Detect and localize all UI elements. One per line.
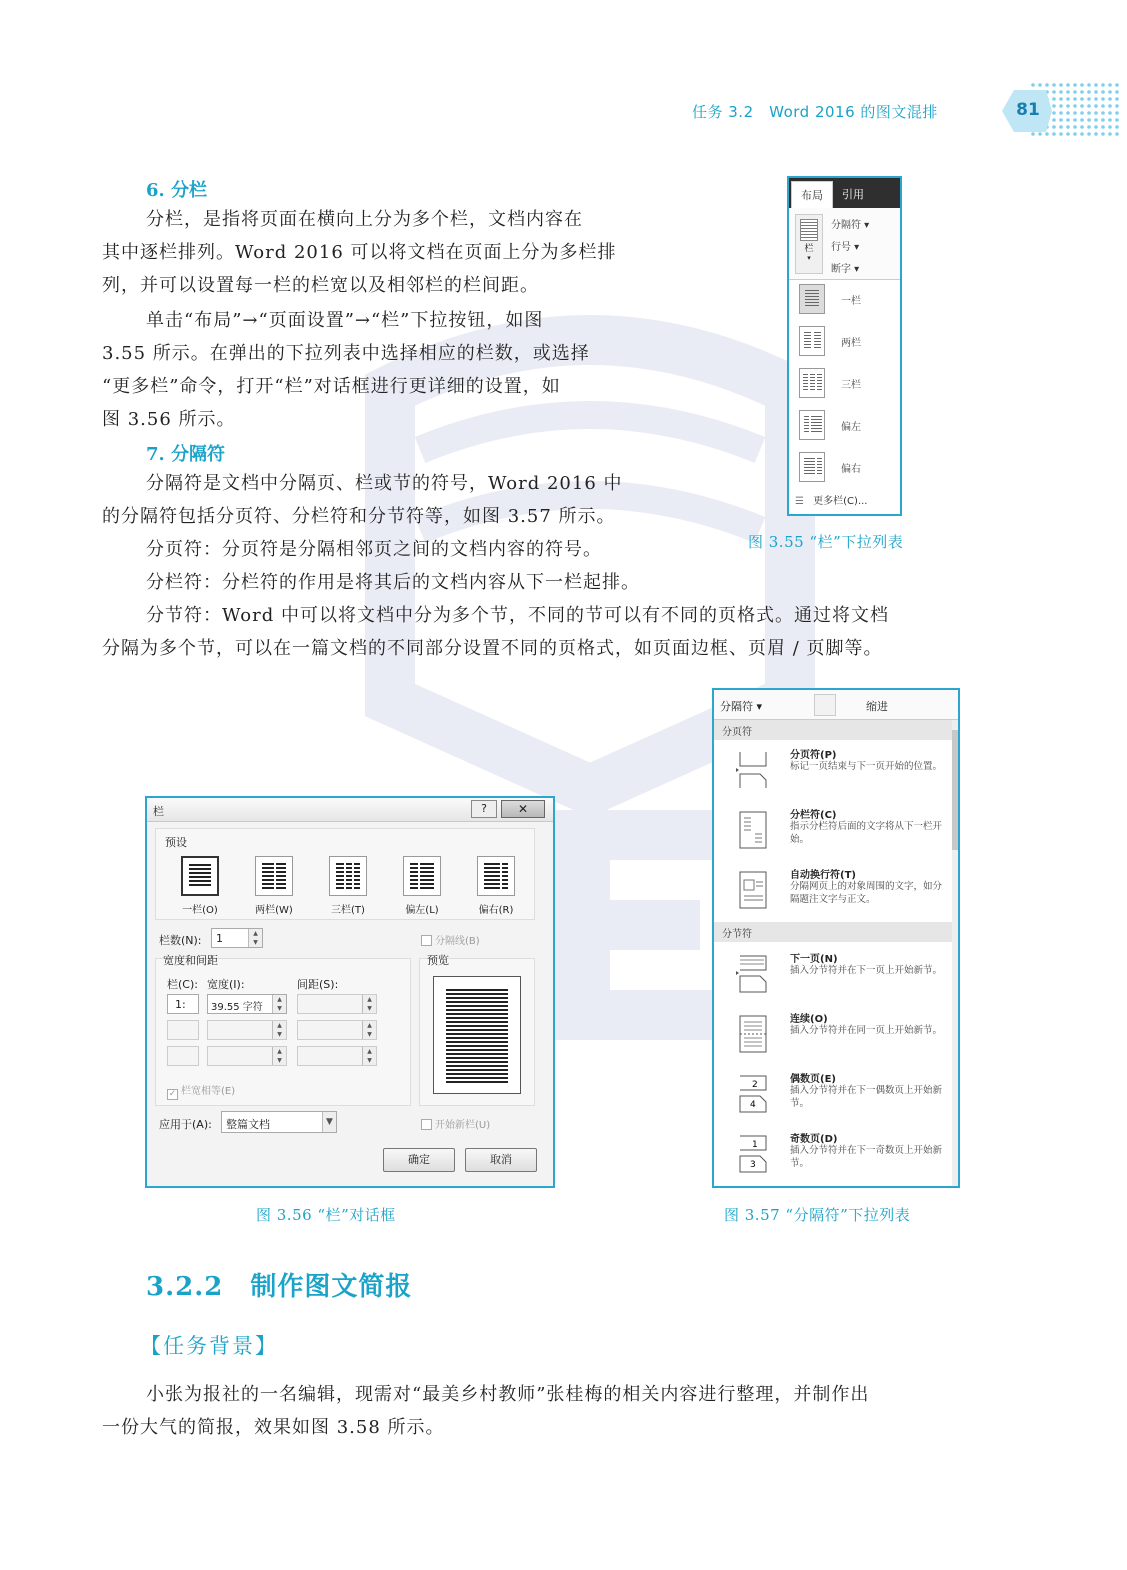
figure-caption: 图 3.57 “分隔符”下拉列表 [724, 1206, 911, 1224]
spacing-header: 间距(S): [297, 978, 339, 991]
width-spacing-label: 宽度和间距 [163, 954, 218, 967]
item-desc: 插入分节符并在下一奇数页上开始新节。 [790, 1145, 943, 1169]
columns-icon [800, 219, 818, 241]
option-left[interactable] [795, 406, 895, 444]
item-name: 下一页(N) [790, 954, 838, 965]
left-column-icon [799, 410, 825, 440]
figure-caption: 图 3.56 “栏”对话框 [256, 1206, 396, 1224]
col-number-3 [167, 1046, 199, 1066]
breaks-dropdown-figure [712, 688, 960, 1188]
item-desc: 插入分节符并在同一页上开始新节。 [790, 1025, 943, 1036]
section-page-breaks: 分页符 [714, 720, 958, 740]
text-wrapping-icon [736, 870, 770, 910]
section-heading-columns: 6. 分栏 [146, 180, 208, 201]
section-heading-breaks: 7. 分隔符 [146, 444, 226, 465]
break-item-page[interactable] [714, 744, 958, 802]
even-icon-digit: 2 [752, 1080, 758, 1090]
odd-icon-digit: 1 [752, 1140, 758, 1150]
width-header: 宽度(I): [207, 978, 245, 991]
two-columns-icon [799, 326, 825, 356]
col-number-value: 1: [175, 998, 186, 1011]
odd-page-icon [736, 1134, 770, 1174]
page-icon [814, 694, 836, 716]
more-columns-icon: ☰ [795, 496, 804, 507]
spacing-input-1[interactable] [297, 994, 377, 1014]
spacing-input-2[interactable] [297, 1020, 377, 1040]
preset-right-label: 偏右(R) [478, 905, 514, 916]
option-label: 两栏 [841, 338, 861, 349]
option-right[interactable] [795, 448, 895, 486]
paragraph-line: 列，并可以设置每一栏的栏宽以及相邻栏的栏间距。 [102, 275, 539, 296]
preset-left-label: 偏左(L) [405, 905, 439, 916]
tab-layout[interactable]: 布局 [791, 181, 833, 208]
more-columns-label: 更多栏(C)... [813, 496, 868, 507]
preset-three-columns[interactable] [329, 856, 367, 896]
new-column-label: 开始新栏(U) [435, 1120, 491, 1131]
columns-dialog [145, 796, 555, 1188]
running-header: 任务 3.2 Word 2016 的图文混排 [692, 103, 938, 121]
stepper-arrows-icon[interactable]: ▲ ▼ [272, 995, 286, 1013]
tab-references[interactable]: 引用 [842, 188, 864, 201]
paragraph-line: “更多栏”命令，打开“栏”对话框进行更详细的设置，如 [102, 376, 561, 397]
item-name: 分栏符(C) [790, 810, 837, 821]
ok-button[interactable]: 确定 [383, 1148, 455, 1172]
paragraph-line: 一份大气的简报，效果如图 3.58 所示。 [102, 1417, 445, 1438]
chevron-down-icon[interactable]: ▼ [322, 1112, 336, 1132]
break-item-column[interactable] [714, 804, 958, 862]
scrollbar[interactable] [952, 720, 958, 1186]
item-desc: 插入分节符并在下一页上开始新节。 [790, 965, 943, 976]
task-background-heading: 【任务背景】 [140, 1334, 278, 1358]
paragraph-column-break: 分栏符：分栏符的作用是将其后的文档内容从下一栏起排。 [146, 572, 640, 593]
item-desc: 指示分栏符后面的文字将从下一栏开始。 [790, 821, 943, 845]
col-number-1 [167, 994, 199, 1014]
option-label: 偏左 [841, 422, 861, 433]
line-numbers-button[interactable]: 行号 ▾ [831, 242, 860, 253]
width-value: 39.55 字符 [211, 1002, 263, 1013]
num-columns-label: 栏数(N): [159, 934, 202, 947]
breaks-button[interactable]: 分隔符 ▾ [720, 700, 763, 713]
item-name: 奇数页(D) [790, 1134, 838, 1145]
columns-button-label: 栏 [804, 244, 814, 254]
apply-to-value: 整篇文档 [226, 1118, 270, 1131]
close-button[interactable]: ✕ [501, 800, 545, 818]
paragraph-line: 其中逐栏排列。Word 2016 可以将文档在页面上分为多栏排 [102, 242, 617, 263]
column-break-icon [736, 810, 770, 850]
preset-one-column[interactable] [181, 856, 219, 896]
stepper-arrows-icon[interactable]: ▲ ▼ [362, 1047, 376, 1065]
columns-dropdown-figure [787, 176, 902, 516]
paragraph-section-break: 分节符：Word 中可以将文档中分为多个节，不同的节可以有不同的页格式。通过将文档 [146, 605, 889, 626]
item-name: 自动换行符(T) [790, 870, 856, 881]
preview-label: 预览 [427, 954, 449, 967]
option-label: 三栏 [841, 380, 861, 391]
equal-width-checkbox[interactable]: ✓ 栏宽相等(E) [168, 1086, 236, 1099]
width-input-1[interactable] [207, 994, 287, 1014]
paragraph-line: 分栏，是指将页面在横向上分为多个栏，文档内容在 [146, 209, 583, 230]
dialog-titlebar [147, 798, 553, 822]
indent-label: 缩进 [866, 700, 888, 713]
preset-two-columns[interactable] [255, 856, 293, 896]
break-item-even-page[interactable] [714, 1068, 958, 1126]
section-heading-322: 3.2.2 制作图文简报 [146, 1272, 413, 1302]
num-columns-value: 1 [216, 932, 223, 945]
stepper-arrows-icon[interactable]: ▲ ▼ [362, 995, 376, 1013]
preset-left[interactable] [403, 856, 441, 896]
item-name: 分页符(P) [790, 750, 837, 761]
option-two-columns[interactable] [795, 322, 895, 360]
break-item-next-page[interactable] [714, 948, 958, 1006]
dialog-title: 栏 [153, 805, 164, 818]
stepper-arrows-icon[interactable]: ▲ ▼ [362, 1021, 376, 1039]
ribbon-tabs [789, 178, 900, 208]
stepper-arrows-icon[interactable]: ▲ ▼ [272, 1021, 286, 1039]
paragraph-line: 的分隔符包括分页符、分栏符和分节符等，如图 3.57 所示。 [102, 506, 616, 527]
paragraph-line: 分隔符是文档中分隔页、栏或节的符号，Word 2016 中 [146, 473, 623, 494]
paragraph-line: 小张为报社的一名编辑，现需对“最美乡村教师”张桂梅的相关内容进行整理，并制作出 [146, 1384, 870, 1405]
apply-to-select[interactable] [221, 1111, 337, 1133]
columns-button[interactable]: 栏 ▾ [795, 214, 823, 274]
section-section-breaks: 分节符 [714, 922, 952, 942]
ribbon-page-setup [789, 208, 900, 280]
page-number: 81 [1016, 100, 1040, 120]
breaks-toolbar [714, 690, 958, 720]
three-columns-icon [799, 368, 825, 398]
figure-caption: 图 3.55 “栏”下拉列表 [748, 533, 904, 551]
stepper-arrows-icon[interactable]: ▲ ▼ [248, 929, 262, 947]
item-desc: 标记一页结束与下一页开始的位置。 [790, 761, 943, 772]
break-item-continuous[interactable] [714, 1008, 958, 1066]
new-column-checkbox[interactable] [421, 1116, 490, 1131]
col-number-2 [167, 1020, 199, 1040]
scrollbar-thumb[interactable] [952, 730, 958, 850]
odd-icon-digit: 3 [750, 1160, 756, 1170]
break-item-text-wrap[interactable] [714, 864, 958, 922]
num-columns-stepper[interactable] [211, 928, 263, 948]
equal-width-label: 栏宽相等(E) [181, 1086, 236, 1097]
stepper-arrows-icon[interactable]: ▲ ▼ [272, 1047, 286, 1065]
preset-label: 预设 [165, 836, 187, 849]
even-icon-digit: 4 [750, 1100, 756, 1110]
apply-to-label: 应用于(A): [159, 1118, 212, 1131]
paragraph-line: 图 3.56 所示。 [102, 409, 236, 430]
width-input-3[interactable] [207, 1046, 287, 1066]
more-columns-item[interactable] [795, 492, 867, 507]
option-label: 偏右 [841, 464, 861, 475]
breaks-button[interactable]: 分隔符 ▾ [831, 220, 870, 231]
divider-label: 分隔线(B) [435, 936, 480, 947]
cancel-button[interactable]: 取消 [465, 1148, 537, 1172]
option-label: 一栏 [841, 296, 861, 307]
item-name: 偶数页(E) [790, 1074, 836, 1085]
right-column-icon [799, 452, 825, 482]
option-one-column[interactable] [795, 280, 895, 318]
break-item-odd-page[interactable] [714, 1128, 958, 1186]
divider-checkbox[interactable] [421, 932, 480, 947]
one-column-icon [799, 284, 825, 314]
paragraph-line: 分隔为多个节，可以在一篇文档的不同部分设置不同的页格式，如页面边框、页眉 / 页脚等。 [102, 638, 883, 659]
spacing-input-3[interactable] [297, 1046, 377, 1066]
preset-right[interactable] [477, 856, 515, 896]
paragraph-page-break: 分页符：分页符是分隔相邻页之间的文档内容的符号。 [146, 539, 602, 560]
option-three-columns[interactable] [795, 364, 895, 402]
col-header: 栏(C): [167, 978, 198, 991]
preview-page [433, 976, 521, 1094]
continuous-icon [736, 1014, 770, 1054]
item-desc: 插入分节符并在下一偶数页上开始新节。 [790, 1085, 943, 1109]
preset-three-label: 三栏(T) [331, 905, 365, 916]
width-input-2[interactable] [207, 1020, 287, 1040]
hyphenation-button[interactable]: 断字 ▾ [831, 264, 860, 275]
item-desc: 分隔网页上的对象周围的文字，如分隔题注文字与正文。 [790, 881, 943, 905]
paragraph-line: 单击“布局”→“页面设置”→“栏”下拉按钮，如图 [146, 310, 544, 331]
preset-one-label: 一栏(O) [182, 905, 218, 916]
next-page-icon [736, 954, 770, 994]
even-page-icon [736, 1074, 770, 1114]
item-name: 连续(O) [790, 1014, 828, 1025]
preset-two-label: 两栏(W) [255, 905, 293, 916]
help-button[interactable]: ? [471, 800, 497, 818]
paragraph-line: 3.55 所示。在弹出的下拉列表中选择相应的栏数，或选择 [102, 343, 590, 364]
page-break-icon [736, 750, 770, 790]
